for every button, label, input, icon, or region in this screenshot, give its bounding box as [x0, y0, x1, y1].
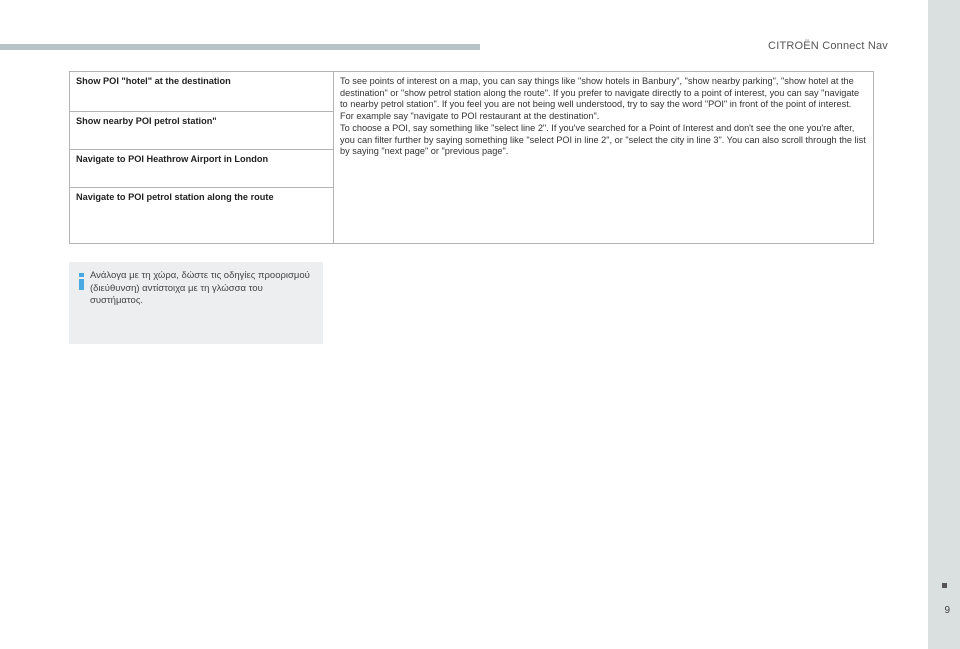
description-paragraph: To see points of interest on a map, you can say things like "show hotels in Banbury", "show nearby parking", "show hotel at the destination" or "show petrol station along the route". If you prefer to navigate directly to a point of interest, you can say "navigate to nearby petrol station". If you feel you are not being well understood, try to say the word "POI" in front of the point of interest. For example say "navigate to POI restaurant at the destination".	[340, 76, 860, 122]
table-row	[70, 72, 874, 112]
voice-command-table	[69, 71, 874, 244]
side-band	[928, 0, 960, 649]
command-cell: Navigate to POI Heathrow Airport in London	[70, 150, 334, 188]
header-title: CITROËN Connect Nav	[768, 40, 888, 52]
page-marker	[942, 583, 947, 588]
command-cell: Navigate to POI petrol station along the route	[70, 188, 334, 244]
info-icon	[79, 273, 84, 290]
description-cell	[334, 72, 874, 244]
info-note	[69, 262, 323, 344]
command-cell: Show POI "hotel" at the destination	[70, 72, 334, 112]
header-rule	[0, 44, 480, 50]
page-number: 9	[944, 605, 950, 616]
note-text: Ανάλογα με τη χώρα, δώστε τις οδηγίες προορισμού (διεύθυνση) αντίστοιχα με τη γλώσσα του συστήματος.	[90, 270, 310, 306]
command-cell: Show nearby POI petrol station"	[70, 112, 334, 150]
description-paragraph: To choose a POI, say something like "select line 2". If you've searched for a Point of Interest and don't see the one you're after, you can filter further by saying something like "select POI in line 2", or "select the city in line 3". You can also scroll through the list by saying "next page" or "previous page".	[340, 122, 866, 157]
